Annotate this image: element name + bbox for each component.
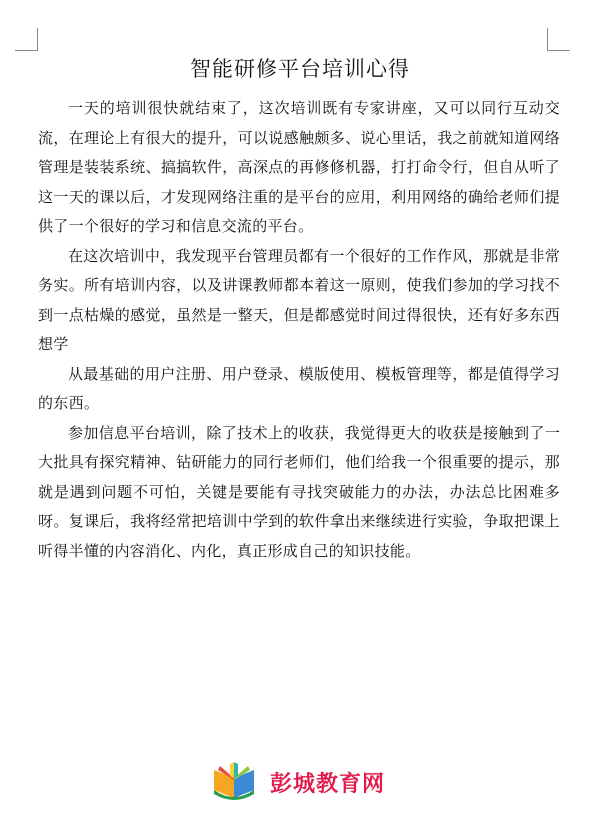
watermark-brand-text: 彭城教育网 <box>270 771 386 797</box>
book-logo-icon <box>208 760 260 804</box>
watermark-logo <box>208 760 385 804</box>
page-corner-mark-top-left <box>15 28 38 51</box>
paragraph-4: 参加信息平台培训，除了技术上的收获，我觉得更大的收获是接触到了一大批具有探究精神、钻研能力的同行老师们，他们给我一个很重要的提示，那就是遇到问题不可怕，关键是要能有寻找突破能力的办法，办法总比困难多呀。复课后，我将经常把培训中学到的软件拿出来继续进行实验，争取把课上听得半懂的内容消化、内化，真正形成自己的知识技能。 <box>38 423 560 560</box>
document-body <box>38 94 560 566</box>
document-title: 智能研修平台培训心得 <box>190 57 410 81</box>
paragraph-1: 一天的培训很快就结束了，这次培训既有专家讲座，又可以同行互动交流，在理论上有很大的提升，可以说感触颇多、说心里话，我之前就知道网络管理是装装系统、搞搞软件，高深点的再修修机器，打打命令行，但自从听了这一天的课以后，才发现网络注重的是平台的应用，利用网络的确给老师们提供了一个很好的学习和信息交流的平台。 <box>38 99 560 235</box>
paragraph-2: 在这次培训中，我发现平台管理员都有一个很好的工作作风，那就是非常务实。所有培训内容，以及讲课教师都本着这一原则，使我们参加的学习找不到一点枯燥的感觉，虽然是一整天，但是都感觉时间过得很快，还有好多东西想学 <box>38 246 560 353</box>
paragraph-3: 从最基础的用户注册、用户登录、模版使用、模板管理等，都是值得学习的东西。 <box>38 364 560 412</box>
page-corner-mark-top-right <box>547 28 570 51</box>
